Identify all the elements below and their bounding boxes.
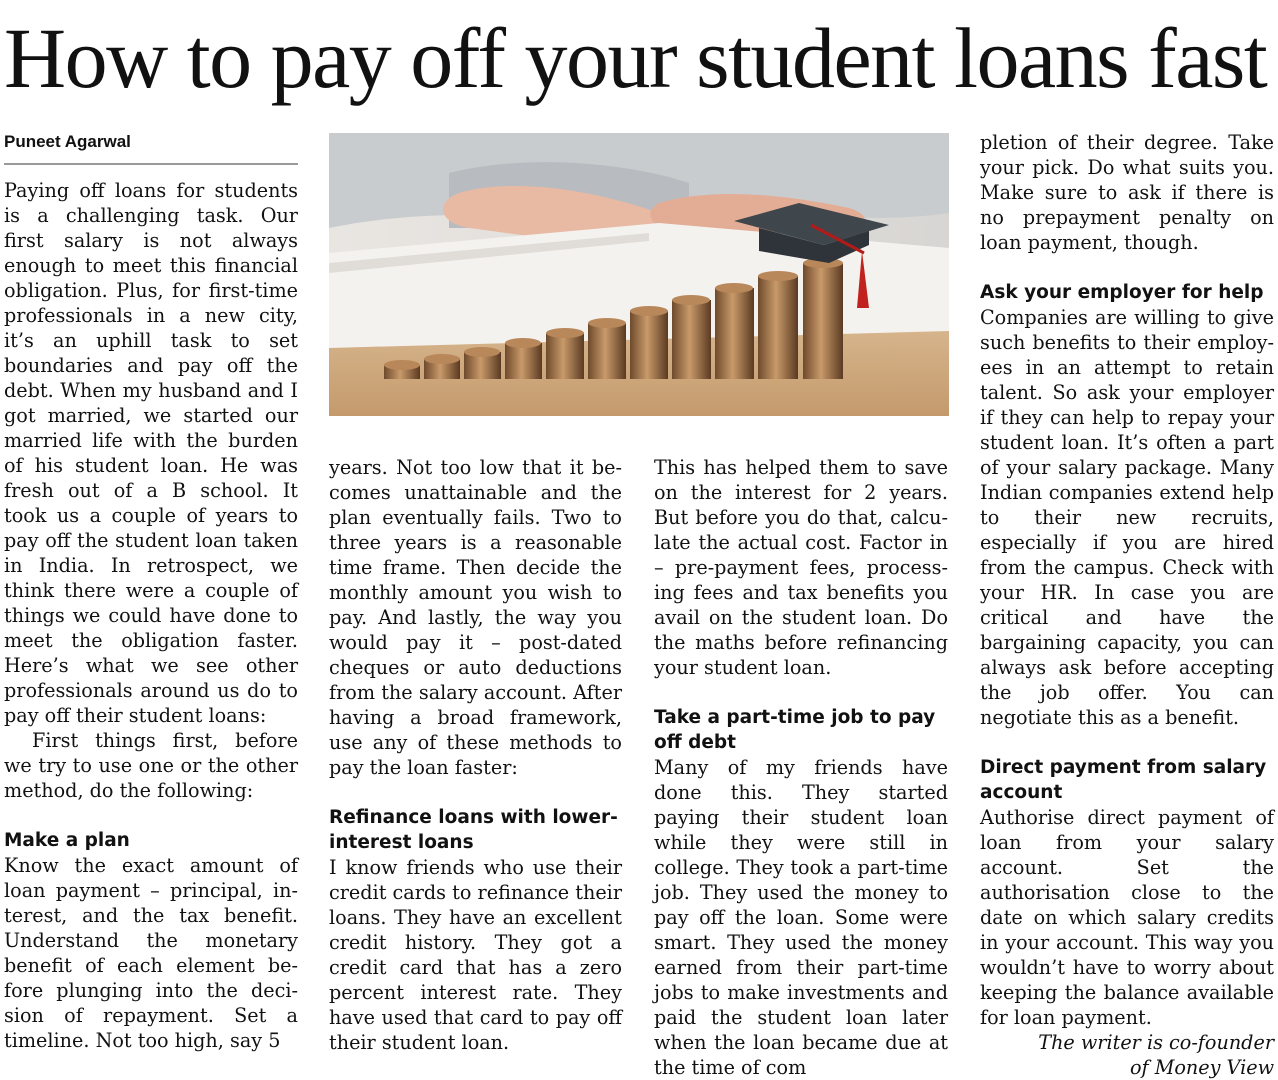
intro-paragraph: Paying off loans for students is a challenging task. Our first salary is not always enough to meet this financial obligation. Plus, for first-time professionals in a new city, it’s an uphill task to set boundaries and pay off the debt. When my husband and I got married, we started our married life with the burden of his student loan. He was fresh out of a B school. It took us a couple of years to pay off the student loan taken in India. In retrospect, we think there were a couple of things we could have done to meet the obligation faster. Here’s what we see other professionals around us do to pay off their student loans:: [4, 179, 298, 727]
first-things-paragraph: First things first, before we try to use one or the other method, do the following:: [4, 729, 298, 802]
heading-make-a-plan: Make a plan: [4, 830, 130, 851]
heading-direct-payment: Direct payment from salary account: [980, 757, 1267, 803]
refinance-continued-paragraph: This has helped them to save on the interest for 2 years. But before you do that, calculate the actual cost. Factor in – pre-payment fees, processing fees and tax benefits you avail on the student loan. Do the maths before refinancing your student loan.: [654, 456, 948, 679]
plan-continued-paragraph: years. Not too low that it becomes unattainable and the plan eventually fails. Two to three years is a reasonable time frame. Then decide the monthly amount you wish to pay. And lastly, the way you would pay it – post-dated cheques or auto deductions from the salary account. After having a broad framework, use any of these methods to pay the loan faster:: [329, 456, 622, 779]
employer-paragraph: Companies are willing to give such benefits to their employees in an attempt to retain talent. So ask your employer if they can help to repay your student loan. It’s often a part of your salary package. Many Indian companies extend help to their new recruits, especially if you are hired from the campus. Check with your HR. In case you are critical and have the bargaining capacity, you can always ask before accepting the job offer. You can negotiate this as a benefit.: [980, 306, 1274, 729]
column-3: [654, 455, 948, 1080]
author-note-line-2: of Money View: [1129, 1056, 1274, 1079]
author-note-line-1: The writer is co-founder: [1038, 1031, 1274, 1054]
part-time-paragraph: Many of my friends have done this. They started paying their student loan while they were still in college. They took a part-time job. They used the money to pay off the loan. Some were smart. They used the money earned from their part-time jobs to make investments and paid the student loan later when the loan became due at the time of com: [654, 756, 948, 1079]
photo-illustration: [329, 133, 949, 416]
coin-stacks-graduation-cap-photo: [329, 133, 949, 416]
byline: Puneet Agarwal: [4, 130, 298, 165]
column-1: [4, 178, 298, 1053]
headline: How to pay off your student loans fast: [4, 10, 1267, 106]
heading-ask-employer: Ask your employer for help: [980, 282, 1264, 303]
heading-refinance-loans: Refinance loans with lower-interest loans: [329, 807, 618, 853]
refinance-paragraph: I know friends who use their credit cards to refinance their loans. They have an excellent credit history. They got a credit card that has a zero percent interest rate. They have used that card to pay off their student loan.: [329, 856, 622, 1054]
heading-part-time-job: Take a part-time job to pay off debt: [654, 707, 936, 753]
plan-paragraph: Know the exact amount of loan payment – principal, interest, and the tax benefit. Understand the monetary benefit of each element before plunging into the decision of repayment. Set a timeline. Not too high, say 5: [4, 854, 298, 1052]
column-4: [980, 130, 1274, 1080]
part-time-continued-paragraph: pletion of their degree. Take your pick. Do what suits you. Make sure to ask if there is no prepayment penalty on loan payment, though.: [980, 131, 1274, 254]
column-2: [329, 455, 622, 1055]
direct-payment-paragraph: Authorise direct payment of loan from your salary account. Set the authorisation close to the date on which salary credits in your account. This way you wouldn’t have to worry about keeping the balance available for loan payment.: [980, 806, 1274, 1029]
